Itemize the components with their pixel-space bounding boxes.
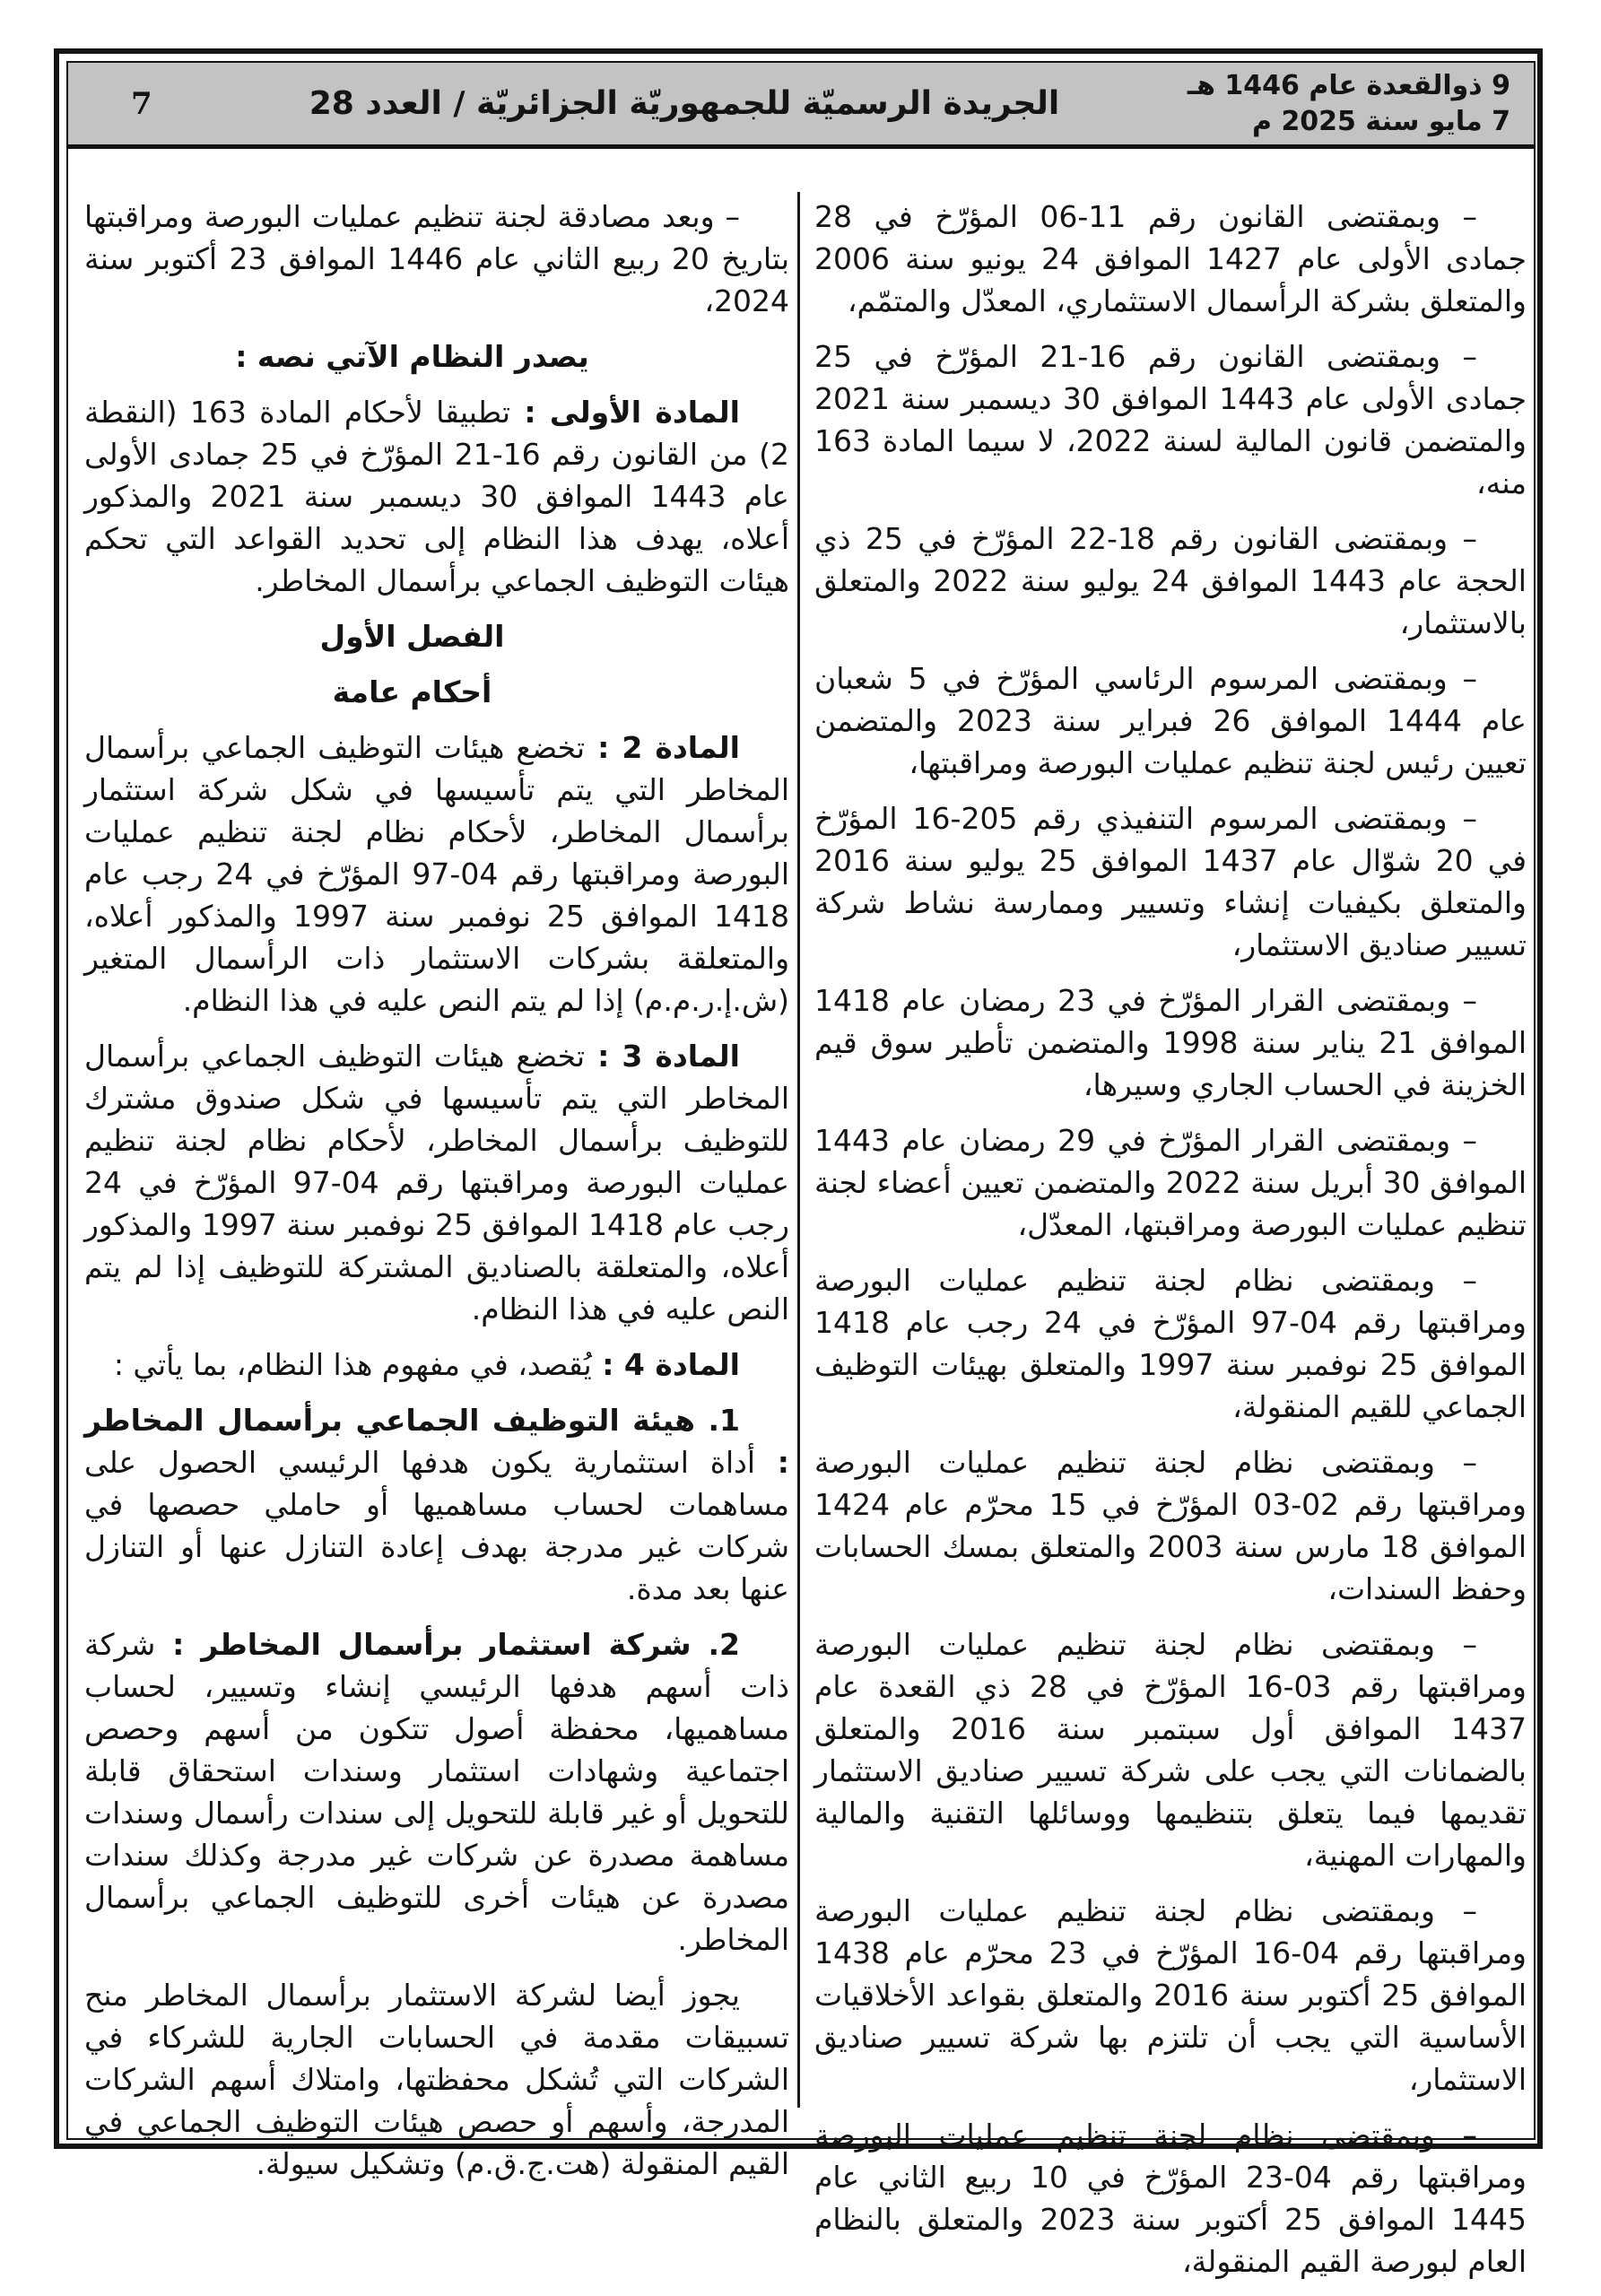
article-3-label: المادة 3 : <box>585 1039 740 1074</box>
article-3 <box>84 1035 789 1330</box>
chapter-heading: الفصل الأول <box>319 619 505 654</box>
visa-paragraph: – وبمقتضى القانون رقم 18-22 المؤرّخ في 25 ذي الحجة عام 1443 الموافق 24 يوليو سنة 2022 والمتعلق بالاستثمار، <box>814 521 1527 640</box>
approval-paragraph: – وبعد مصادقة لجنة تنظيم عمليات البورصة ومراقبتها بتاريخ 20 ربيع الثاني عام 1446 الموافق 23 أكتوبر سنة 2024، <box>84 199 790 318</box>
visa-paragraph: – وبمقتضى نظام لجنة تنظيم عمليات البورصة ومراقبتها رقم 03-16 المؤرّخ في 28 ذي القعدة عام 1437 الموافق أول سبتمبر سنة 2016 والمتعلق بالضمانات التي يجب على شركة تسيير صناديق الاستثمار تقديمها فيما يتعلق بتنظيمها ووسائلها التقنية والمالية والمهارات المهنية، <box>814 1627 1527 1873</box>
visa-paragraph: – وبمقتضى نظام لجنة تنظيم عمليات البورصة ومراقبتها رقم 04-23 المؤرّخ في 10 ربيع الثاني عام 1445 الموافق 25 أكتوبر سنة 2023 والمتعلق بالنظام العام لبورصة القيم المنقولة، <box>814 2118 1527 2279</box>
page-header <box>68 63 1534 149</box>
column-divider <box>797 192 800 2108</box>
visa-paragraph: – وبمقتضى القانون رقم 11-06 المؤرّخ في 28 جمادى الأولى عام 1427 الموافق 24 يونيو سنة 2006 والمتعلق بشركة الرأسمال الاستثماري، المعدّل والمتمّم، <box>814 199 1527 318</box>
definition-1 <box>84 1399 789 1610</box>
article-3-text: تخضع هيئات التوظيف الجماعي برأسمال المخاطر التي يتم تأسيسها في شكل صندوق مشترك للتوظيف برأسمال المخاطر، لأحكام نظام لجنة تنظيم عمليات البورصة ومراقبتها رقم 04-97 المؤرّخ في 24 رجب عام 1418 الموافق 25 نوفمبر سنة 1997 والمذكور أعلاه، والمتعلقة بالصناديق المشتركة للتوظيف إذا لم يتم النص عليه في هذا النظام. <box>84 1039 789 1326</box>
header-dates <box>1121 68 1534 140</box>
visa-paragraph: – وبمقتضى القرار المؤرّخ في 29 رمضان عام 1443 الموافق 30 أبريل سنة 2022 والمتضمن تعيين أعضاء لجنة تنظيم عمليات البورصة ومراقبتها، المعدّل، <box>814 1123 1527 1242</box>
definition-2 <box>84 1623 789 1961</box>
right-column <box>814 196 1527 2296</box>
date-gregorian: 7 مايو سنة 2025 م <box>1252 105 1510 137</box>
article-2-label: المادة 2 : <box>585 730 740 765</box>
definition-2-text: شركة ذات أسهم هدفها الرئيسي إنشاء وتسيير، لحساب مساهميها، محفظة أصول تتكون من أسهم وحصص اجتماعية وشهادات استثمار وسندات استحقاق قابلة للتحويل أو غير قابلة للتحويل إلى سندات رأسمال وسندات مساهمة مصدرة عن شركات غير مدرجة وكذلك سندات مصدرة عن هيئات أخرى للتوظيف الجماعي برأسمال المخاطر. <box>84 1627 789 1957</box>
issuance-heading: يصدر النظام الآتي نصه : <box>235 339 589 374</box>
visa-paragraph: – وبمقتضى نظام لجنة تنظيم عمليات البورصة ومراقبتها رقم 04-97 المؤرّخ في 24 رجب عام 1418 الموافق 25 نوفمبر سنة 1997 والمتعلق بهيئات التوظيف الجماعي للقيم المنقولة، <box>814 1263 1527 1424</box>
section-heading: أحكام عامة <box>332 674 492 709</box>
article-1 <box>84 391 789 602</box>
journal-title: الجريدة الرسميّة للجمهوريّة الجزائريّة / العدد 28 <box>309 85 1060 122</box>
article-1-label: المادة الأولى : <box>510 395 740 430</box>
visa-paragraph: – وبمقتضى المرسوم التنفيذي رقم 205-16 المؤرّخ في 20 شوّال عام 1437 الموافق 25 يوليو سنة 2016 والمتعلق بكيفيات إنشاء وتسيير وممارسة نشاط شركة تسيير صناديق الاستثمار، <box>814 801 1527 962</box>
article-1-text: تطبيقا لأحكام المادة 163 (النقطة 2) من القانون رقم 16-21 المؤرّخ في 25 جمادى الأولى عام 1443 الموافق 30 ديسمبر سنة 2021 والمذكور أعلاه، يهدف هذا النظام إلى تحديد القواعد التي تحكم هيئات التوظيف الجماعي برأسمال المخاطر. <box>84 395 789 598</box>
visa-paragraph: – وبمقتضى نظام لجنة تنظيم عمليات البورصة ومراقبتها رقم 02-03 المؤرّخ في 15 محرّم عام 1424 الموافق 18 مارس سنة 2003 والمتعلق بمسك الحسابات وحفظ السندات، <box>814 1445 1527 1606</box>
left-column <box>84 196 789 2198</box>
visa-paragraph: – وبمقتضى نظام لجنة تنظيم عمليات البورصة ومراقبتها رقم 04-16 المؤرّخ في 23 محرّم عام 1438 الموافق 25 أكتوبر سنة 2016 والمتعلق بقواعد الأخلاقيات الأساسية التي يجب أن تلتزم بها شركة تسيير صناديق الاستثمار، <box>814 1893 1527 2097</box>
visa-paragraph: – وبمقتضى المرسوم الرئاسي المؤرّخ في 5 شعبان عام 1444 الموافق 26 فبراير سنة 2023 والمتضمن تعيين رئيس لجنة تنظيم عمليات البورصة ومراقبتها، <box>814 661 1527 780</box>
article-4-label: المادة 4 : <box>591 1347 740 1382</box>
definition-1-label: 1. هيئة التوظيف الجماعي برأسمال المخاطر : <box>84 1403 790 1480</box>
article-2-text: تخضع هيئات التوظيف الجماعي برأسمال المخاطر التي يتم تأسيسها في شكل شركة استثمار برأسمال المخاطر، لأحكام نظام لجنة تنظيم عمليات البورصة ومراقبتها رقم 04-97 المؤرّخ في 24 رجب عام 1418 الموافق 25 نوفمبر سنة 1997 والمذكور أعلاه، والمتعلقة بشركات الاستثمار ذات الرأسمال المتغير (ش.إ.ر.م.م) إذا لم يتم النص عليه في هذا النظام. <box>84 730 790 1018</box>
page-number: 7 <box>131 85 152 122</box>
article-2 <box>84 726 789 1022</box>
article-4 <box>84 1344 789 1386</box>
date-hijri: 9 ذوالقعدة عام 1446 هـ <box>1187 69 1510 101</box>
visa-paragraph: – وبمقتضى القرار المؤرّخ في 23 رمضان عام 1418 الموافق 21 يناير سنة 1998 والمتضمن تأطير سوق قيم الخزينة في الحساب الجاري وسيرها، <box>814 983 1527 1102</box>
definition-1-text: أداة استثمارية يكون هدفها الرئيسي الحصول على مساهمات لحساب مساهميها أو حاملي حصصها في شركات غير مدرجة بهدف إعادة التنازل عنها أو التنازل عنها بعد مدة. <box>84 1445 789 1606</box>
visa-paragraph: – وبمقتضى القانون رقم 16-21 المؤرّخ في 25 جمادى الأولى عام 1443 الموافق 30 ديسمبر سنة 2021 والمتضمن قانون المالية لسنة 2022، لا سيما المادة 163 منه، <box>814 339 1527 500</box>
closing-paragraph: يجوز أيضا لشركة الاستثمار برأسمال المخاطر منح تسبيقات مقدمة في الحسابات الجارية للشركاء في الشركات التي تُشكل محفظتها، وامتلاك أسهم الشركات المدرجة، وأسهم أو حصص هيئات التوظيف الجماعي في القيم المنقولة (هت.ج.ق.م) وتشكيل سيولة. <box>84 1978 789 2181</box>
article-4-text: يُقصد، في مفهوم هذا النظام، بما يأتي : <box>113 1347 592 1382</box>
definition-2-label: 2. شركة استثمار برأسمال المخاطر : <box>155 1627 740 1662</box>
